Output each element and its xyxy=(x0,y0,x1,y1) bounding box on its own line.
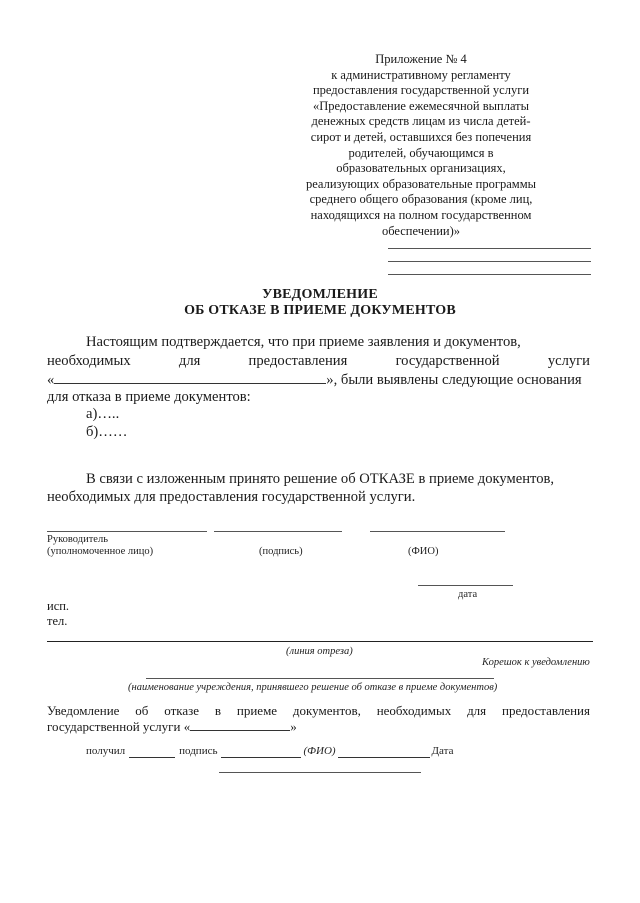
word: для xyxy=(178,353,201,369)
role-blank-line xyxy=(47,531,207,532)
word: необходимых xyxy=(376,703,452,718)
word: об xyxy=(135,703,149,718)
appendix-line: среднего общего образования (кроме лиц, xyxy=(309,192,533,207)
appendix-line: Приложение № 4 xyxy=(375,52,467,66)
stub-name-blank[interactable] xyxy=(338,747,430,758)
role-label: Руководитель xyxy=(47,534,108,545)
name-word: (ФИО) xyxy=(303,745,336,757)
organization-caption: (наименование учреждения, принявшего решение об отказе в приеме документов) xyxy=(128,682,498,693)
appendix-line: родителей, обучающимся в xyxy=(348,145,494,160)
name-blank-line xyxy=(370,531,505,532)
stub-signature-blank[interactable] xyxy=(221,747,301,758)
decision-paragraph-line: В связи с изложенным принято решение об ОТКАЗЕ в приеме документов, xyxy=(86,471,555,487)
role-sublabel: (уполномоченное лицо) xyxy=(47,546,154,557)
received-blank[interactable] xyxy=(129,747,175,758)
body-paragraph-line: Настоящим подтверждается, что при приеме заявления и документов, xyxy=(86,334,521,350)
received-row xyxy=(86,745,453,758)
registration-blank-line xyxy=(388,261,591,262)
appendix-line: находящихся на полном государственном xyxy=(310,207,532,222)
quote-open: « xyxy=(47,372,55,388)
received-label: получил xyxy=(86,745,126,757)
body-paragraph-line: для отказа в приеме документов: xyxy=(47,389,251,405)
word: необходимых xyxy=(47,353,131,369)
appendix-line: реализующих образовательные программы xyxy=(305,176,537,191)
stub-service-blank[interactable] xyxy=(190,719,290,731)
sign-word: подпись xyxy=(179,745,218,757)
stub-service-prefix: государственной услуги « xyxy=(47,719,191,734)
stub-notice-line xyxy=(47,703,590,719)
stub-service-line xyxy=(47,719,297,735)
word: Уведомление xyxy=(47,703,120,718)
word: отказе xyxy=(164,703,200,718)
signature-label: (подпись) xyxy=(259,546,303,557)
word: для xyxy=(467,703,487,718)
appendix-line: обеспечении)» xyxy=(381,223,461,238)
stub-title: Корешок к уведомлению xyxy=(482,657,590,668)
word: документов, xyxy=(292,703,361,718)
signature-blank-line xyxy=(214,531,342,532)
organization-blank-line xyxy=(146,678,494,679)
body-paragraph-line xyxy=(47,352,590,371)
appendix-line: денежных средств лицам из числа детей- xyxy=(311,114,531,129)
service-name-blank[interactable] xyxy=(54,370,326,384)
reason-item-b: б)…… xyxy=(86,424,128,440)
executor-label: исп. xyxy=(47,599,70,613)
quote-close-text: », были выявлены следующие основания xyxy=(326,372,582,388)
word: государственной xyxy=(395,353,500,369)
stub-service-suffix: » xyxy=(290,719,297,734)
decision-paragraph-line: необходимых для предоставления государственной услуги. xyxy=(47,489,416,505)
appendix-line: к административному регламенту xyxy=(331,67,511,82)
cut-line-label: (линия отреза) xyxy=(286,646,353,657)
document-title: УВЕДОМЛЕНИЕ xyxy=(262,287,378,302)
name-label: (ФИО) xyxy=(408,546,439,557)
document-subtitle: ОБ ОТКАЗЕ В ПРИЕМЕ ДОКУМЕНТОВ xyxy=(184,303,456,318)
word: предоставления xyxy=(248,353,348,369)
appendix-line: предоставления государственной услуги xyxy=(312,83,530,98)
registration-blank-line xyxy=(388,274,591,275)
reason-item-a: а)….. xyxy=(86,406,120,422)
date-blank-line xyxy=(418,585,513,586)
appendix-line: «Предоставление ежемесячной выплаты xyxy=(312,98,530,113)
date-label: дата xyxy=(458,589,478,600)
appendix-line: сирот и детей, оставшихся без попечения xyxy=(310,129,532,144)
phone-label: тел. xyxy=(47,614,68,628)
word: в xyxy=(214,703,222,718)
registration-blank-line xyxy=(388,248,591,249)
word: приеме xyxy=(236,703,278,718)
appendix-line: образовательных организациях, xyxy=(336,161,506,176)
word: предоставления xyxy=(502,703,590,718)
appendix-header xyxy=(296,52,546,239)
stub-bottom-blank-line xyxy=(219,772,421,773)
date-word: Дата xyxy=(431,745,454,757)
word: услуги xyxy=(547,353,590,369)
cut-line xyxy=(47,641,593,642)
service-name-line xyxy=(47,370,582,390)
